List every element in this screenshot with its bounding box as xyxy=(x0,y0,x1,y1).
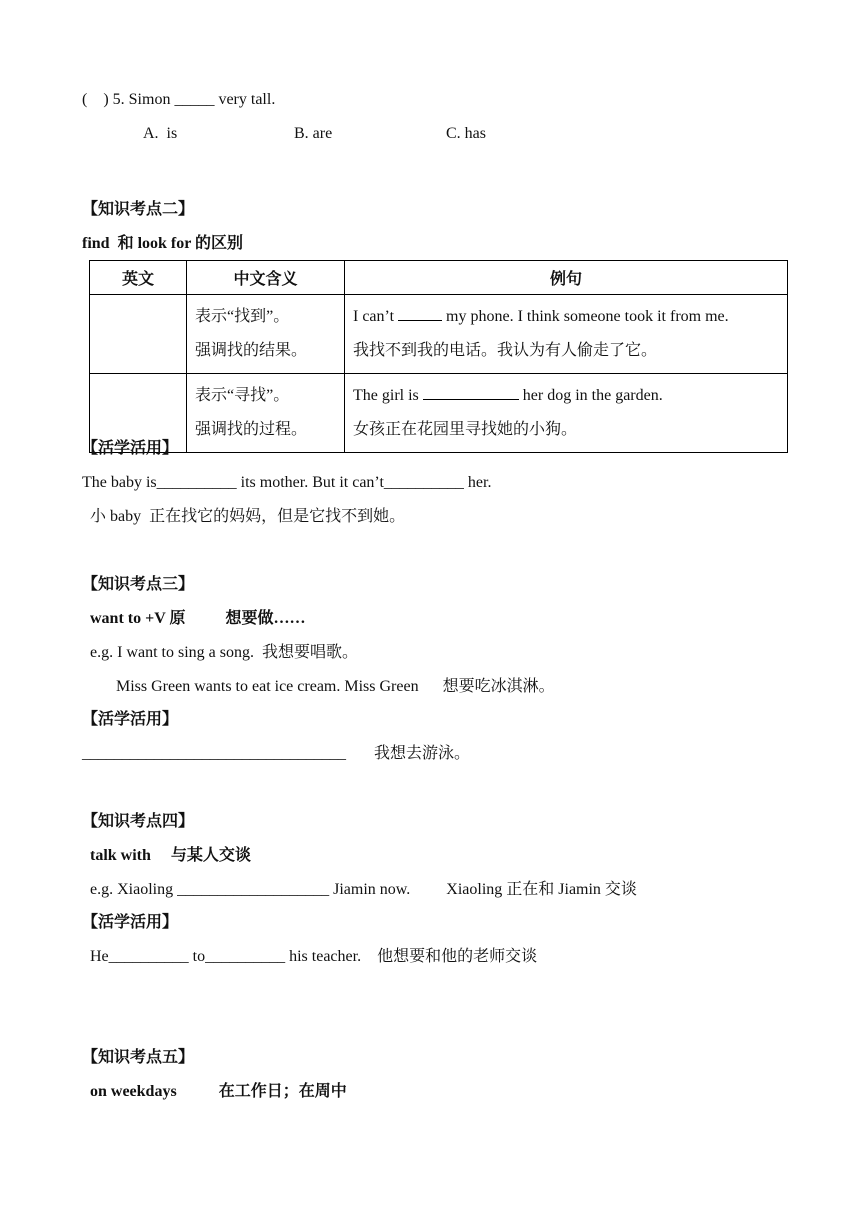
header-chinese-meaning: 中文含义 xyxy=(187,261,345,295)
answer-blank[interactable] xyxy=(398,306,442,321)
section-heading: 【知识考点五】 xyxy=(82,1049,195,1066)
question-stem: Simon _____ very tall. xyxy=(128,91,276,108)
meaning-cell xyxy=(187,295,345,374)
phrase: want to +V 原 xyxy=(90,610,186,627)
comparison-table xyxy=(89,260,788,453)
table-header-row xyxy=(90,261,788,295)
phrase-meaning: 与某人交谈 xyxy=(170,847,251,864)
example-line: e.g. Xiaoling ___________________ Jiamin now. Xiaoling 正在和 Jiamin 交谈 xyxy=(90,881,637,898)
example-zh: 女孩正在花园里寻找她的小狗。 xyxy=(353,421,578,438)
option-b: B. are xyxy=(294,125,333,142)
phrase-line xyxy=(90,609,306,629)
practice-sentence: The baby is__________ its mother. But it can’t__________ her. xyxy=(82,474,492,491)
table-row xyxy=(90,295,788,374)
practice-translation: 我想去游泳。 xyxy=(374,745,471,762)
example-cell xyxy=(345,295,788,374)
answer-blank[interactable]: _________________________________ xyxy=(82,745,346,762)
example-line: e.g. I want to sing a song. 我想要唱歌。 xyxy=(90,644,358,661)
section-heading: 【知识考点四】 xyxy=(82,813,195,830)
header-english: 英文 xyxy=(90,261,187,295)
example-cell xyxy=(345,374,788,453)
meaning-cell xyxy=(187,374,345,453)
option-c: C. has xyxy=(446,125,486,142)
practice-heading: 【活学活用】 xyxy=(82,914,179,931)
phrase-line xyxy=(90,846,251,866)
meaning-line: 表示“找到”。 xyxy=(195,308,290,325)
option-a: A. is xyxy=(143,125,178,142)
practice-heading: 【活学活用】 xyxy=(82,440,179,457)
practice-translation: 小 baby 正在找它的妈妈，但是它找不到她。 xyxy=(90,508,406,525)
phrase-line xyxy=(90,1082,347,1102)
section-title: find 和 look for 的区别 xyxy=(82,235,244,252)
english-cell xyxy=(90,295,187,374)
example-en: I can’t my phone. I think someone took it from me. xyxy=(353,308,729,325)
meaning-line: 表示“寻找”。 xyxy=(195,387,290,404)
table-row xyxy=(90,374,788,453)
example-en: The girl is her dog in the garden. xyxy=(353,387,663,404)
phrase: talk with xyxy=(90,847,151,864)
phrase-meaning: 想要做…… xyxy=(225,610,306,627)
meaning-line: 强调找的过程。 xyxy=(195,421,308,438)
practice-sentence: He__________ to__________ his teacher. 他想要和他的老师交谈 xyxy=(90,948,538,965)
meaning-line: 强调找的结果。 xyxy=(195,342,308,359)
example-line: Miss Green wants to eat ice cream. Miss Green 想要吃冰淇淋。 xyxy=(116,678,555,695)
example-zh: 我找不到我的电话。我认为有人偷走了它。 xyxy=(353,342,658,359)
section-heading: 【知识考点三】 xyxy=(82,576,195,593)
question-number: ( ) 5. xyxy=(82,91,125,108)
phrase: on weekdays xyxy=(90,1083,177,1100)
practice-line xyxy=(82,744,470,764)
question-5 xyxy=(82,90,275,110)
answer-blank[interactable] xyxy=(423,385,519,400)
phrase-meaning: 在工作日；在周中 xyxy=(218,1083,347,1100)
section-heading: 【知识考点二】 xyxy=(82,201,195,218)
header-example: 例句 xyxy=(345,261,788,295)
practice-heading: 【活学活用】 xyxy=(82,711,179,728)
